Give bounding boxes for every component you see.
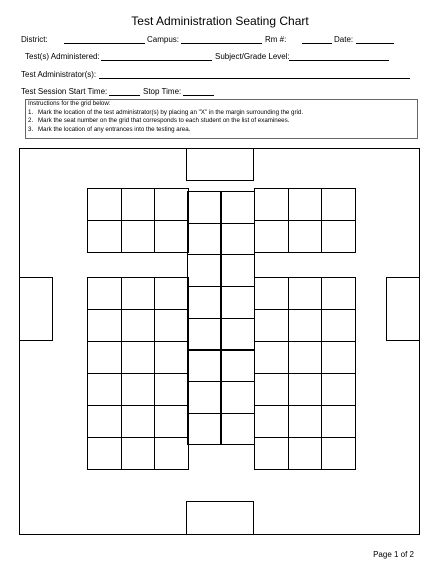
seat-cell[interactable] bbox=[187, 223, 221, 256]
seat-cell[interactable] bbox=[121, 437, 156, 470]
seat-cell[interactable] bbox=[87, 405, 122, 438]
seat-cell[interactable] bbox=[254, 405, 289, 438]
page-title: Test Administration Seating Chart bbox=[131, 14, 309, 28]
instruction-text: Mark the location of the test administrator(s) by placing an "X" in the margin surrounding the grid. bbox=[38, 108, 304, 116]
seat-cell[interactable] bbox=[187, 413, 221, 446]
tests-administered-field[interactable] bbox=[101, 60, 212, 61]
door-left[interactable] bbox=[19, 277, 53, 341]
instruction-item bbox=[28, 117, 417, 126]
date-label: Date: bbox=[334, 35, 354, 44]
seat-cell[interactable] bbox=[121, 220, 156, 253]
seat-cell[interactable] bbox=[254, 437, 289, 470]
seat-cell[interactable] bbox=[187, 286, 221, 319]
seat-cell[interactable] bbox=[154, 277, 189, 310]
stop-time-label: Stop Time: bbox=[143, 87, 182, 96]
seat-cell[interactable] bbox=[221, 286, 255, 319]
subject-grade-label: Subject/Grade Level: bbox=[215, 52, 290, 61]
instructions-heading: Instructions for the grid below: bbox=[28, 100, 111, 107]
campus-label: Campus: bbox=[147, 35, 180, 44]
instruction-text: Mark the seat number on the grid that corresponds to each student on the list of examinees. bbox=[38, 117, 290, 125]
seat-cell[interactable] bbox=[288, 373, 323, 406]
seat-cell[interactable] bbox=[121, 277, 156, 310]
seat-cell[interactable] bbox=[187, 350, 221, 383]
door-top[interactable] bbox=[186, 148, 254, 181]
tests-administered-label: Test(s) Administered: bbox=[25, 52, 100, 61]
seat-cell[interactable] bbox=[221, 413, 255, 446]
seat-cell[interactable] bbox=[321, 309, 356, 342]
seat-cell[interactable] bbox=[254, 309, 289, 342]
instruction-number: 3. bbox=[28, 125, 34, 133]
seat-cell[interactable] bbox=[121, 309, 156, 342]
seat-cell[interactable] bbox=[154, 309, 189, 342]
seat-cell[interactable] bbox=[121, 373, 156, 406]
date-field[interactable] bbox=[356, 43, 394, 44]
seat-cell[interactable] bbox=[87, 341, 122, 374]
seat-cell[interactable] bbox=[87, 373, 122, 406]
start-time-field[interactable] bbox=[109, 95, 140, 96]
seat-cell[interactable] bbox=[187, 191, 221, 224]
seat-cell[interactable] bbox=[254, 220, 289, 253]
seat-cell[interactable] bbox=[154, 373, 189, 406]
seat-cell[interactable] bbox=[121, 341, 156, 374]
seat-cell[interactable] bbox=[288, 277, 323, 310]
seat-cell[interactable] bbox=[321, 277, 356, 310]
seat-cell[interactable] bbox=[288, 405, 323, 438]
stop-time-field[interactable] bbox=[183, 95, 214, 96]
seat-cell[interactable] bbox=[154, 220, 189, 253]
instructions-box bbox=[25, 99, 418, 139]
district-field[interactable] bbox=[64, 43, 145, 44]
seat-cell[interactable] bbox=[154, 437, 189, 470]
seat-cell[interactable] bbox=[254, 188, 289, 221]
seat-cell[interactable] bbox=[321, 341, 356, 374]
seat-cell[interactable] bbox=[121, 188, 156, 221]
seat-cell[interactable] bbox=[288, 220, 323, 253]
seat-cell[interactable] bbox=[321, 437, 356, 470]
subject-grade-field[interactable] bbox=[289, 60, 389, 61]
seat-cell[interactable] bbox=[87, 188, 122, 221]
seat-cell[interactable] bbox=[288, 437, 323, 470]
seat-cell[interactable] bbox=[288, 188, 323, 221]
seat-cell[interactable] bbox=[87, 277, 122, 310]
room-label: Rm #: bbox=[265, 35, 287, 44]
seat-cell[interactable] bbox=[254, 277, 289, 310]
instruction-number: 1. bbox=[28, 108, 34, 116]
seat-cell[interactable] bbox=[221, 381, 255, 414]
seat-cell[interactable] bbox=[321, 220, 356, 253]
test-administrator-field[interactable] bbox=[99, 78, 410, 79]
seat-cell[interactable] bbox=[221, 318, 255, 351]
seat-cell[interactable] bbox=[87, 437, 122, 470]
instruction-text: Mark the location of any entrances into the testing area. bbox=[38, 125, 191, 133]
instruction-item bbox=[28, 109, 417, 118]
room-field[interactable] bbox=[302, 43, 332, 44]
test-administrator-label: Test Administrator(s): bbox=[21, 70, 97, 79]
seat-cell[interactable] bbox=[221, 350, 255, 383]
seat-cell[interactable] bbox=[288, 341, 323, 374]
seat-cell[interactable] bbox=[254, 341, 289, 374]
seat-cell[interactable] bbox=[187, 381, 221, 414]
seat-cell[interactable] bbox=[154, 188, 189, 221]
seat-cell[interactable] bbox=[154, 405, 189, 438]
seat-cell[interactable] bbox=[221, 223, 255, 256]
seat-cell[interactable] bbox=[288, 309, 323, 342]
seat-cell[interactable] bbox=[187, 318, 221, 351]
seat-cell[interactable] bbox=[254, 373, 289, 406]
instruction-number: 2. bbox=[28, 117, 34, 125]
seat-cell[interactable] bbox=[87, 220, 122, 253]
door-right[interactable] bbox=[386, 277, 420, 341]
seat-cell[interactable] bbox=[221, 254, 255, 287]
page-number: Page 1 of 2 bbox=[373, 550, 414, 559]
seat-cell[interactable] bbox=[321, 405, 356, 438]
start-time-label: Test Session Start Time: bbox=[21, 87, 108, 96]
seat-cell[interactable] bbox=[321, 373, 356, 406]
seat-cell[interactable] bbox=[87, 309, 122, 342]
seat-cell[interactable] bbox=[154, 341, 189, 374]
seat-cell[interactable] bbox=[187, 254, 221, 287]
seat-cell[interactable] bbox=[221, 191, 255, 224]
instruction-item bbox=[28, 126, 417, 135]
seat-cell[interactable] bbox=[121, 405, 156, 438]
campus-field[interactable] bbox=[181, 43, 262, 44]
door-bottom[interactable] bbox=[186, 501, 254, 535]
district-label: District: bbox=[21, 35, 48, 44]
seat-cell[interactable] bbox=[321, 188, 356, 221]
